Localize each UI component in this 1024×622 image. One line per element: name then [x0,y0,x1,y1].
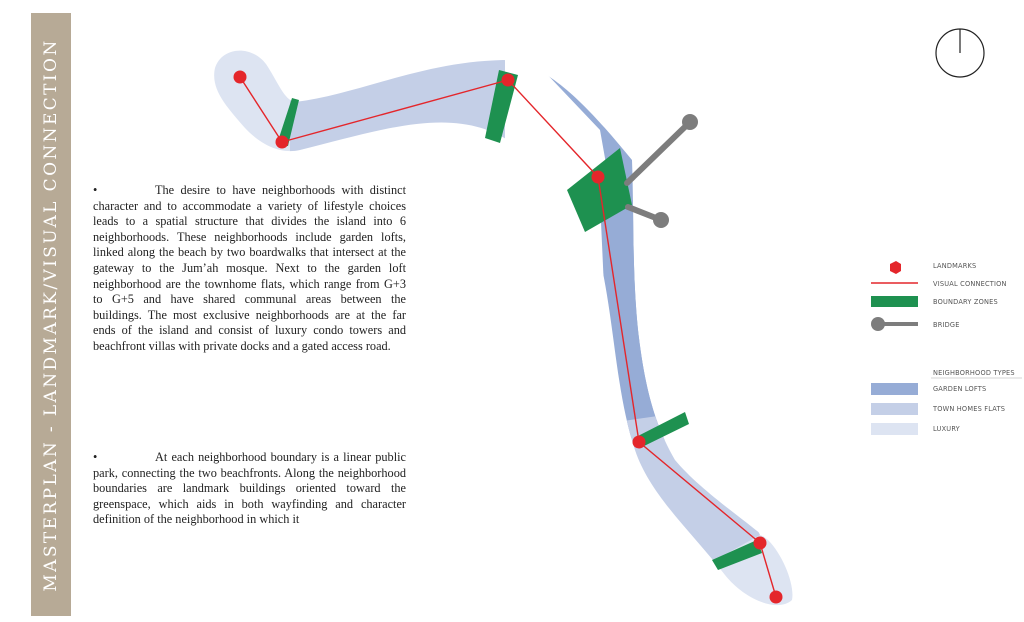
paragraph-2-text: At each neighborhood boundary is a linear public park, connecting the two beachfronts. Along the neighborhood boundaries are landmark buildings oriented toward the greenspace, which aids in both wayfinding and character definition of the neighborhood in which it [93,450,406,527]
north-arrow-icon [936,29,984,77]
landmark-3 [502,74,515,87]
legend-neighborhood-types-heading: NEIGHBORHOOD TYPES [933,369,1015,377]
legend-luxury-swatch [871,423,918,435]
legend-town-homes-label: TOWN HOMES FLATS [933,405,1006,413]
zone-luxury-west [150,0,290,300]
bridge-east-end [653,212,669,228]
legend-visual-connection-label: VISUAL CONNECTION [933,280,1007,288]
zone-garden-lofts-lower [600,200,690,445]
landmark-6 [754,537,767,550]
sidebar-title: MASTERPLAN - LANDMARK/VISUAL CONNECTION [41,37,61,592]
bridge-north-end [682,114,698,130]
landmark-5 [633,436,646,449]
paragraph-1-text: The desire to have neighborhoods with distinct character and to accommodate a variety of lifestyle choices leads to a spatial structure that divides the island into 6 neighborhoods. These neighborhoods include garden lofts, linked along the beach by two boardwalks that intersect at the gateway to the Jum’ah mosque. Next to the garden loft neighborhood are the townhome flats, which range from G+3 to G+5 and have shared communal areas between the buildings. The most exclusive neighborhoods are at the far ends of the island and consist of luxury condo towers and beachfront villas with private docks and a gated access road. [93,183,406,353]
legend-bridge-label: BRIDGE [933,321,960,329]
landmark-7 [770,591,783,604]
legend-town-homes-swatch [871,403,918,415]
bullet-2: • [93,450,98,464]
bridges [627,114,698,228]
legend-landmark-icon [890,261,901,274]
bridge-north [627,122,690,183]
zone-townhomes-west [290,0,505,300]
legend-landmarks-label: LANDMARKS [933,262,977,270]
legend-garden-lofts-swatch [871,383,918,395]
legend-luxury-label: LUXURY [933,425,960,433]
legend-boundary-zones-label: BOUNDARY ZONES [933,298,998,306]
landmark-2 [276,136,289,149]
legend-garden-lofts-label: GARDEN LOFTS [933,385,987,393]
legend [871,261,1022,435]
landmark-4 [592,171,605,184]
legend-boundary-zones-swatch [871,296,918,307]
bullet-1: • [93,183,98,197]
landmark-1 [234,71,247,84]
